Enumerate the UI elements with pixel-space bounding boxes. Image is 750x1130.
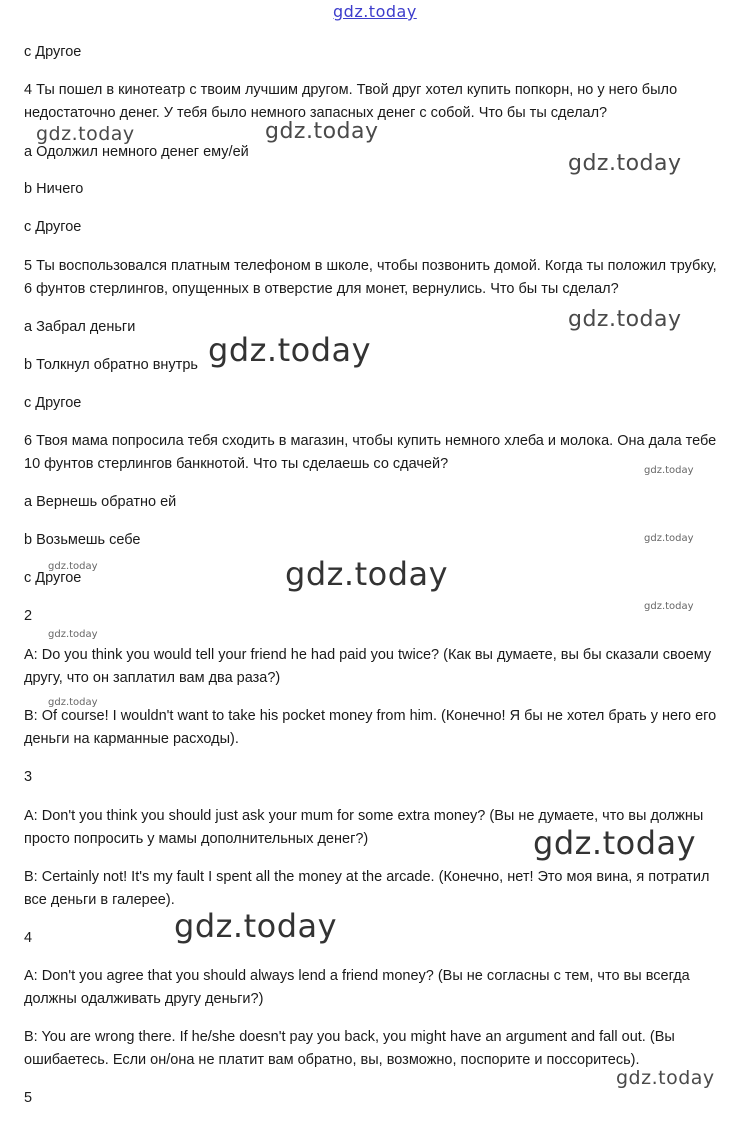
watermark: gdz.today (568, 307, 682, 332)
section-number: 3 (24, 769, 33, 785)
dialogue-line: A: Don't you think you should just ask your mum for some extra money? (Вы не думаете, что вы должны просто попросить у мамы дополнительных денег?) (24, 808, 704, 847)
watermark: gdz.today (285, 555, 449, 593)
section-number: 2 (24, 608, 33, 624)
paragraph: 6 Твоя мама попросила тебя сходить в магазин, чтобы купить немного хлеба и молока. Она дала тебе 10 фунтов стерлингов банкнотой. Что ты сделаешь со сдачей? (24, 433, 717, 472)
paragraph: a Вернешь обратно ей (24, 494, 177, 510)
watermark: gdz.today (36, 123, 135, 145)
paragraph: c Другое (24, 395, 82, 411)
dialogue-line: A: Don't you agree that you should always lend a friend money? (Вы не согласны с тем, что вы всегда должны одалживать другу деньги?) (24, 968, 690, 1007)
paragraph: c Другое (24, 219, 82, 235)
watermark: gdz.today (208, 331, 372, 369)
paragraph: a Забрал деньги (24, 319, 136, 335)
paragraph: b Ничего (24, 181, 84, 197)
dialogue-line: B: Of course! I wouldn't want to take his pocket money from him. (Конечно! Я бы не хотел брать у него его деньги на карманные расходы). (24, 708, 717, 747)
header-watermark[interactable]: gdz.today (333, 2, 417, 21)
watermark: gdz.today (533, 824, 697, 862)
watermark: gdz.today (174, 907, 338, 945)
paragraph: c Другое (24, 44, 82, 60)
dialogue-line: A: Do you think you would tell your friend he had paid you twice? (Как вы думаете, вы бы сказали своему другу, что он заплатил вам два раза?) (24, 647, 712, 686)
watermark: gdz.today (644, 533, 694, 544)
watermark: gdz.today (265, 119, 379, 144)
dialogue-line: B: Certainly not! It's my fault I spent all the money at the arcade. (Конечно, нет! Это моя вина, я потратил все деньги в галерее). (24, 869, 710, 908)
paragraph: a Одолжил немного денег ему/ей (24, 144, 249, 160)
paragraph: 4 Ты пошел в кинотеатр с твоим лучшим другом. Твой друг хотел купить попкорн, но у него было недостаточно денег. У тебя было немного запасных денег с собой. Что бы ты сделал? (24, 82, 678, 121)
watermark: gdz.today (48, 697, 98, 708)
watermark: gdz.today (644, 465, 694, 476)
dialogue-line: B: You are wrong there. If he/she doesn't pay you back, you might have an argument and fall out. (Вы ошибаетесь. Если он/она не платит вам обратно, вы, возможно, поспорите и поссоритесь). (24, 1029, 675, 1068)
paragraph: b Возьмешь себе (24, 532, 141, 548)
paragraph: c Другое (24, 570, 82, 586)
paragraph: b Толкнул обратно внутрь (24, 357, 198, 373)
watermark: gdz.today (616, 1067, 715, 1089)
section-number: 5 (24, 1090, 33, 1106)
watermark: gdz.today (48, 561, 98, 572)
watermark: gdz.today (48, 629, 98, 640)
paragraph: 5 Ты воспользовался платным телефоном в школе, чтобы позвонить домой. Когда ты положил трубку, 6 фунтов стерлингов, опущенных в отверстие для монет, вернулись. Что бы ты сделал? (24, 258, 717, 297)
section-number: 4 (24, 930, 33, 946)
watermark: gdz.today (568, 151, 682, 176)
watermark: gdz.today (644, 601, 694, 612)
